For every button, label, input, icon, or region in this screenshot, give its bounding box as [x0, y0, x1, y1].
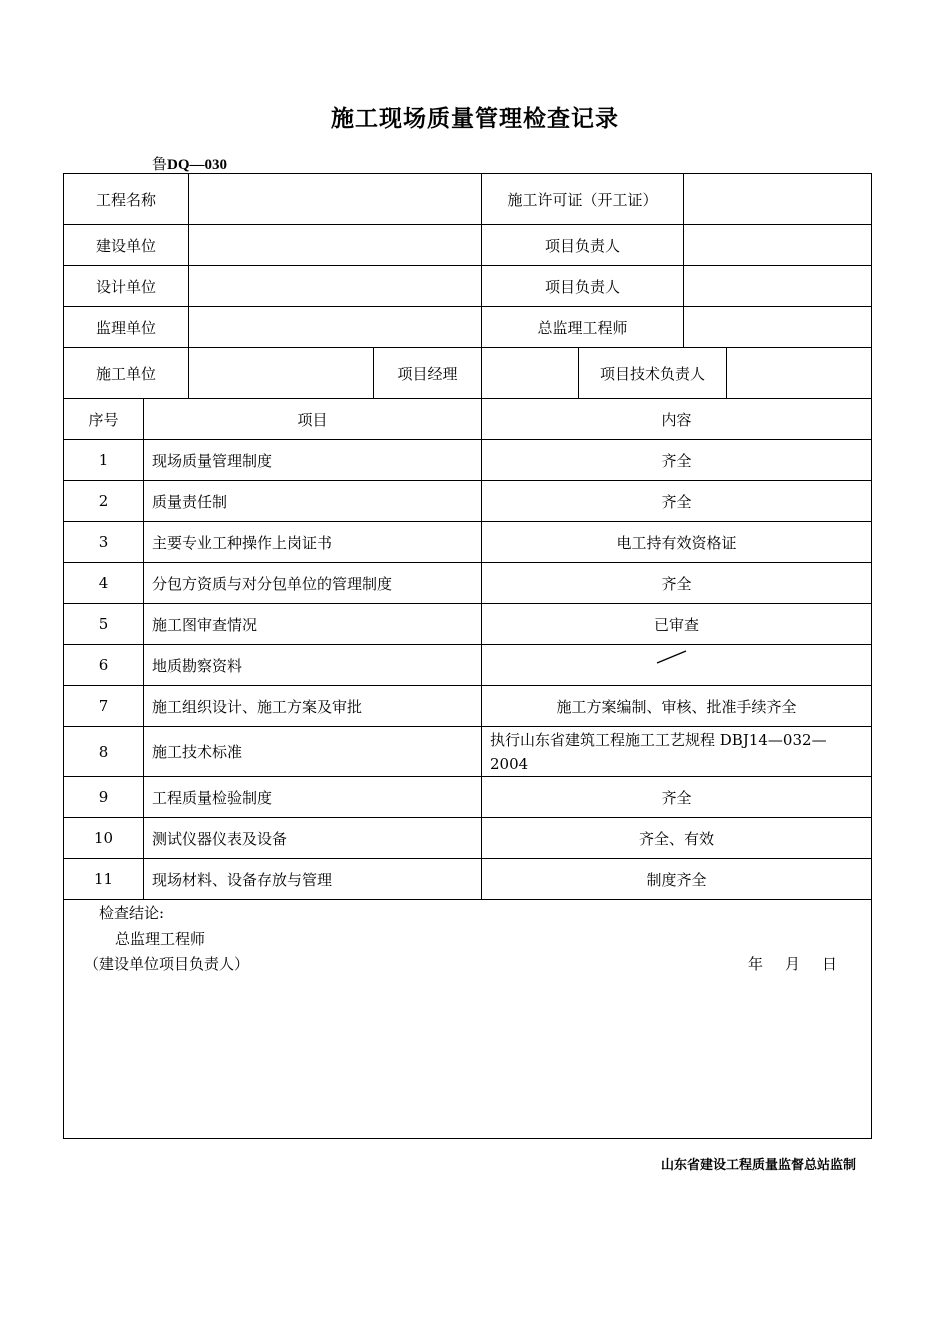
- row-no: 7: [64, 686, 144, 727]
- row-item: 测试仪器仪表及设备: [144, 818, 482, 859]
- row-no: 4: [64, 563, 144, 604]
- design-pm-label: 项目负责人: [482, 266, 684, 307]
- supervision-unit-label: 监理单位: [64, 307, 189, 348]
- row-no: 11: [64, 859, 144, 900]
- owner-pm-label: 项目负责人: [482, 225, 684, 266]
- row-design-unit: [64, 266, 872, 307]
- permit-value[interactable]: [684, 174, 872, 225]
- construction-unit-value[interactable]: [189, 348, 374, 399]
- row-item: 工程质量检验制度: [144, 777, 482, 818]
- row-no: 3: [64, 522, 144, 563]
- signature-date: [726, 953, 837, 974]
- row-content[interactable]: [482, 645, 872, 686]
- row-item: 主要专业工种操作上岗证书: [144, 522, 482, 563]
- row-no: 6: [64, 645, 144, 686]
- conclusion-row: [64, 900, 872, 1139]
- issuer-footer: 山东省建设工程质量监督总站监制: [660, 1158, 856, 1173]
- table-row: [64, 481, 872, 522]
- page-title: 施工现场质量管理检查记录: [331, 106, 619, 132]
- table-row: [64, 686, 872, 727]
- owner-unit-value[interactable]: [189, 225, 482, 266]
- table-row: [64, 727, 872, 777]
- chief-engineer-value[interactable]: [684, 307, 872, 348]
- row-owner-unit: [64, 225, 872, 266]
- construction-unit-label: 施工单位: [64, 348, 189, 399]
- row-content[interactable]: 齐全、有效: [482, 818, 872, 859]
- row-item: 施工组织设计、施工方案及审批: [144, 686, 482, 727]
- design-pm-value[interactable]: [684, 266, 872, 307]
- project-name-label: 工程名称: [64, 174, 189, 225]
- row-no: 9: [64, 777, 144, 818]
- table-row: [64, 440, 872, 481]
- column-content: 内容: [482, 399, 872, 440]
- row-content[interactable]: 齐全: [482, 777, 872, 818]
- row-content[interactable]: 齐全: [482, 481, 872, 522]
- row-content[interactable]: 施工方案编制、审核、批准手续齐全: [482, 686, 872, 727]
- row-item: 地质勘察资料: [144, 645, 482, 686]
- row-project-name: [64, 174, 872, 225]
- form-code: [152, 153, 227, 174]
- row-no: 5: [64, 604, 144, 645]
- project-name-value[interactable]: [189, 174, 482, 225]
- row-no: 2: [64, 481, 144, 522]
- table-row: [64, 859, 872, 900]
- date-year: 年: [747, 955, 763, 973]
- items-header-row: [64, 399, 872, 440]
- row-item: 施工技术标准: [144, 727, 482, 777]
- supervision-unit-value[interactable]: [189, 307, 482, 348]
- form-code-prefix: 鲁: [152, 155, 168, 173]
- column-no: 序号: [64, 399, 144, 440]
- row-content[interactable]: 已审查: [482, 604, 872, 645]
- row-item: 现场质量管理制度: [144, 440, 482, 481]
- row-item: 分包方资质与对分包单位的管理制度: [144, 563, 482, 604]
- project-manager-label: 项目经理: [374, 348, 482, 399]
- owner-pm-signature-label: （建设单位项目负责人）: [84, 955, 250, 973]
- design-unit-value[interactable]: [189, 266, 482, 307]
- owner-pm-value[interactable]: [684, 225, 872, 266]
- tech-lead-label: 项目技术负责人: [579, 348, 727, 399]
- table-row: [64, 604, 872, 645]
- row-item: 现场材料、设备存放与管理: [144, 859, 482, 900]
- table-row: [64, 522, 872, 563]
- row-no: 10: [64, 818, 144, 859]
- row-content[interactable]: 齐全: [482, 563, 872, 604]
- project-manager-value[interactable]: [482, 348, 579, 399]
- row-no: 1: [64, 440, 144, 481]
- column-item: 项目: [144, 399, 482, 440]
- design-unit-label: 设计单位: [64, 266, 189, 307]
- owner-unit-label: 建设单位: [64, 225, 189, 266]
- row-content[interactable]: 制度齐全: [482, 859, 872, 900]
- inspection-form-table: [63, 173, 872, 1139]
- chief-engineer-label: 总监理工程师: [482, 307, 684, 348]
- table-row: [64, 563, 872, 604]
- row-content[interactable]: 齐全: [482, 440, 872, 481]
- table-row: [64, 777, 872, 818]
- permit-label: 施工许可证（开工证）: [482, 174, 684, 225]
- form-code-number: DQ—030: [167, 157, 228, 173]
- chief-engineer-signature-label: 总监理工程师: [115, 930, 206, 948]
- date-day: 日: [822, 955, 838, 973]
- row-construction-unit: [64, 348, 872, 399]
- table-row: [64, 645, 872, 686]
- row-item: 质量责任制: [144, 481, 482, 522]
- conclusion-label: 检查结论:: [99, 904, 165, 922]
- row-no: 8: [64, 727, 144, 777]
- row-supervision-unit: [64, 307, 872, 348]
- slash-mark-icon: [652, 649, 692, 669]
- row-content[interactable]: 电工持有效资格证: [482, 522, 872, 563]
- date-month: 月: [785, 955, 801, 973]
- table-row: [64, 818, 872, 859]
- row-item: 施工图审查情况: [144, 604, 482, 645]
- row-content[interactable]: 执行山东省建筑工程施工工艺规程 DBJ14—032—2004: [482, 727, 872, 777]
- conclusion-cell[interactable]: [64, 900, 872, 1139]
- tech-lead-value[interactable]: [727, 348, 872, 399]
